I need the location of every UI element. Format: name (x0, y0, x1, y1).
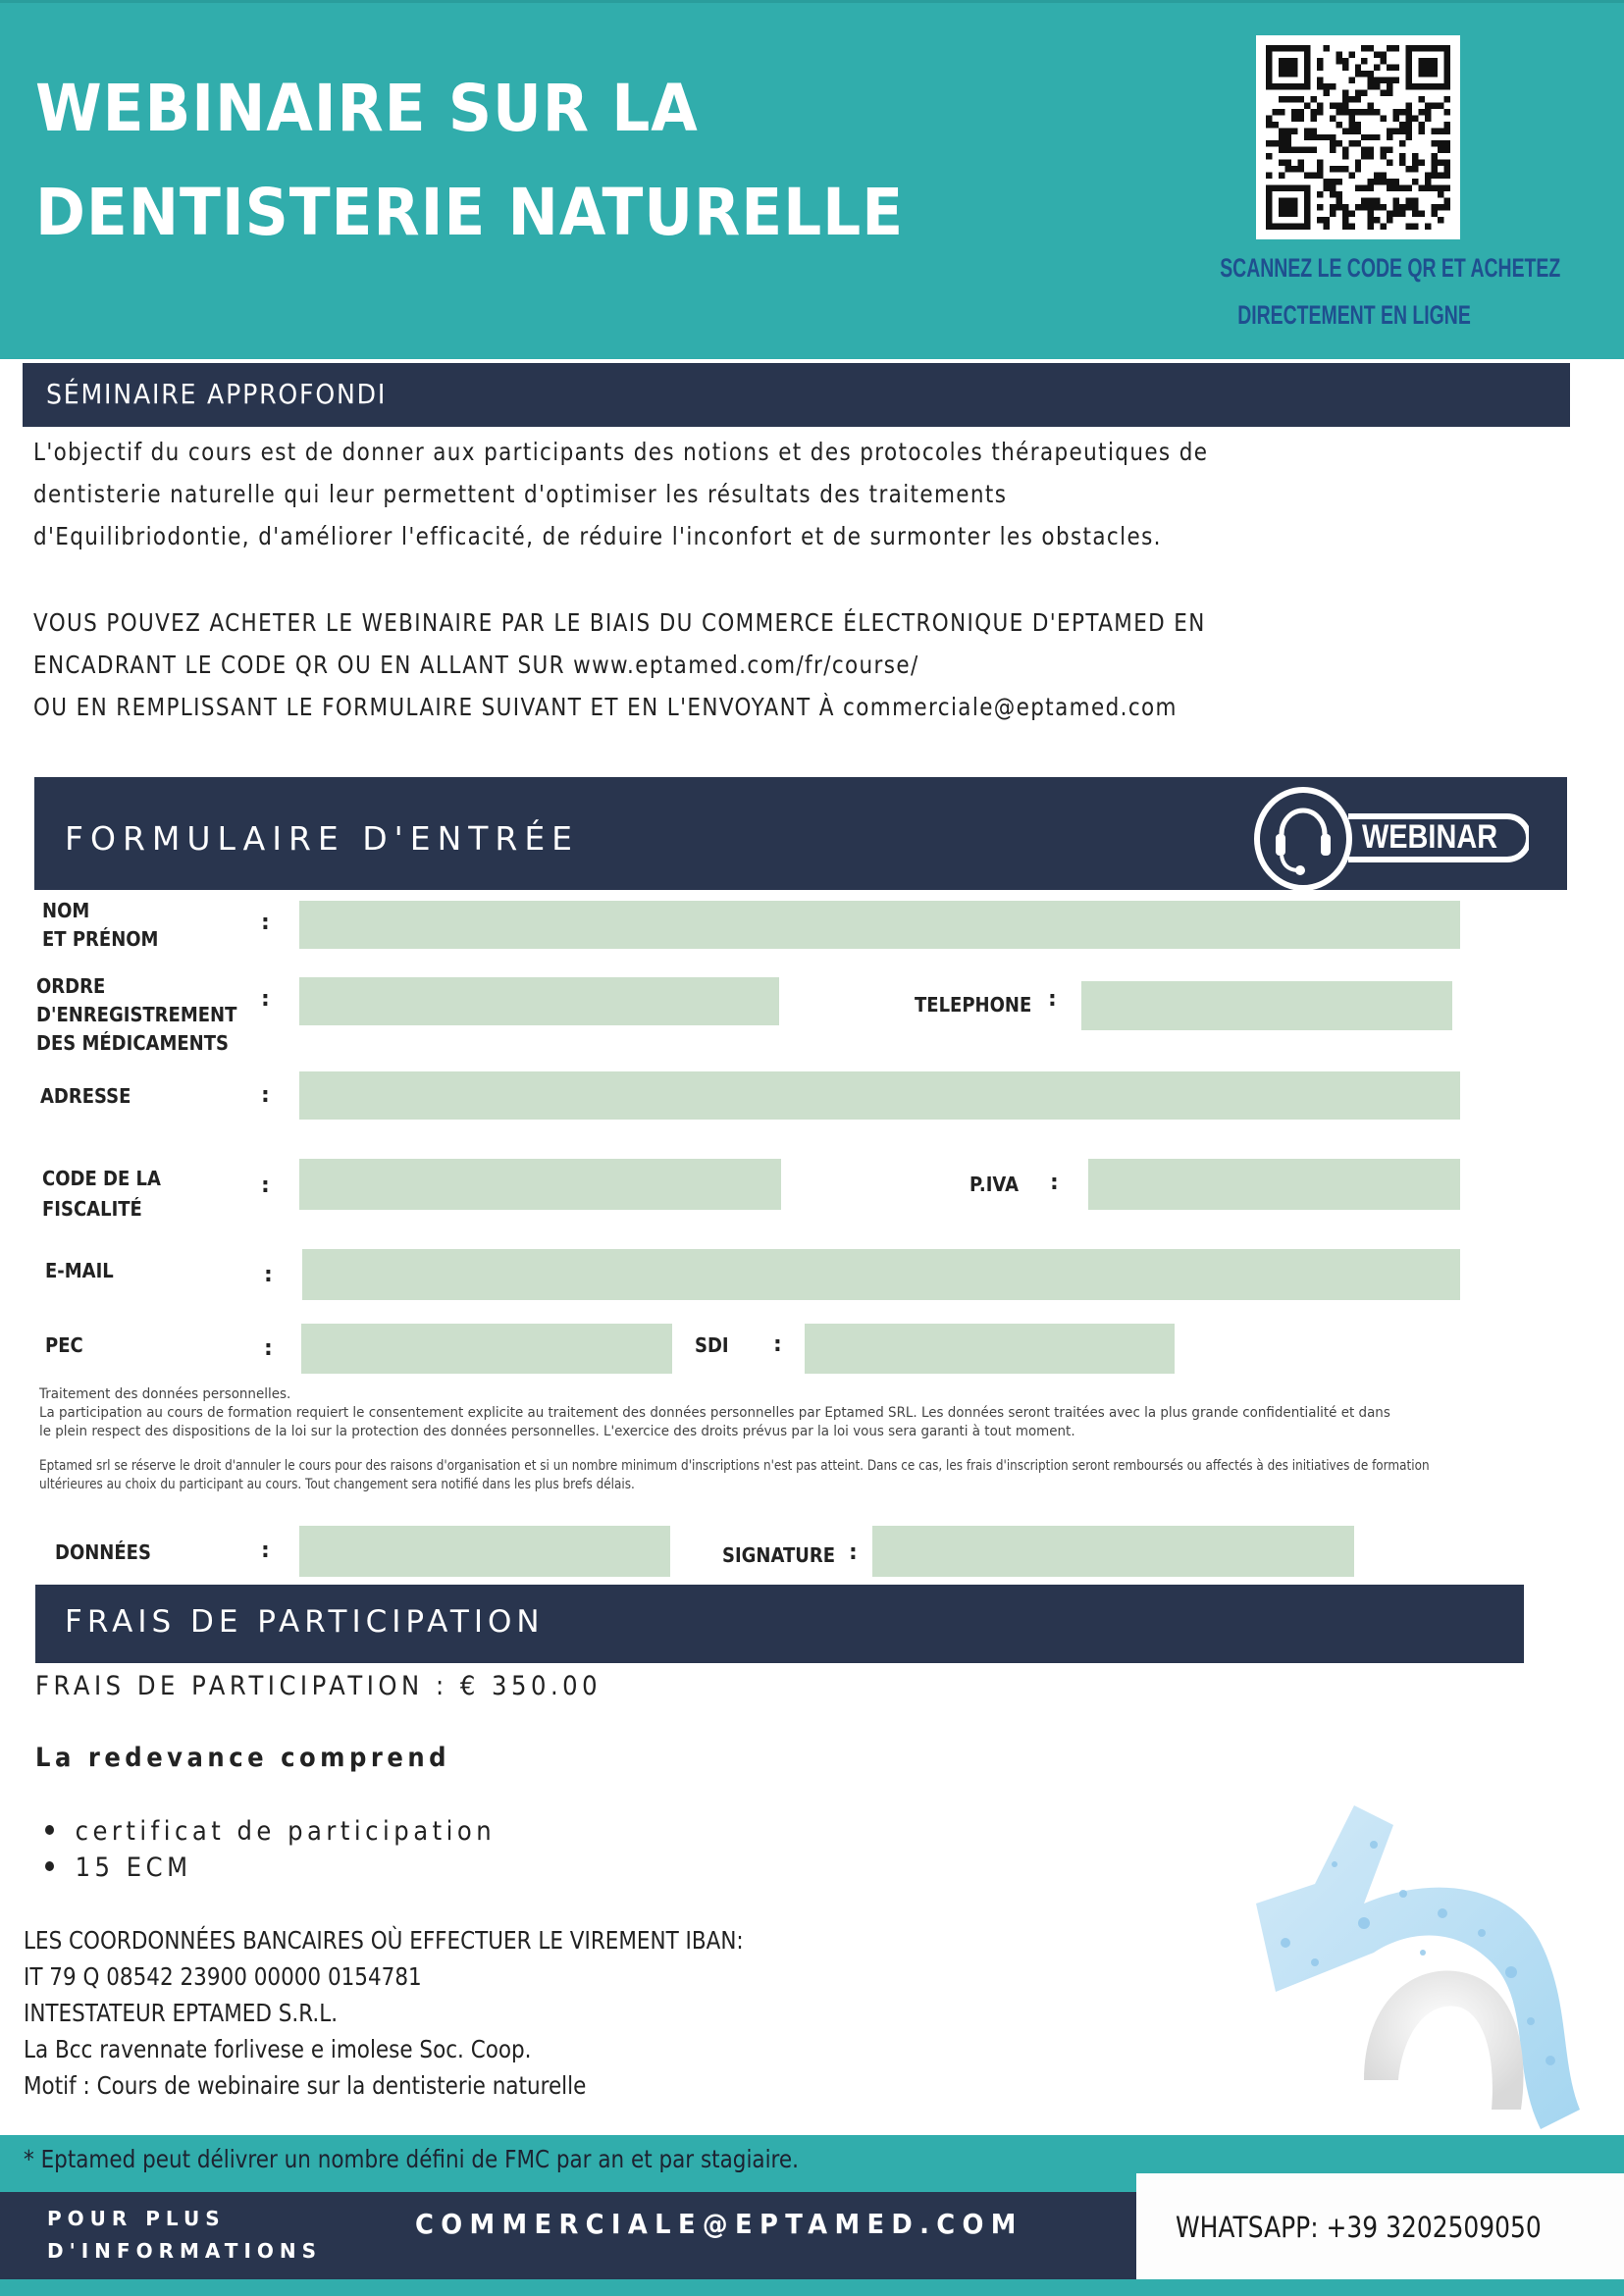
tax-code-input[interactable] (299, 1159, 781, 1210)
fee-include-item (45, 1816, 496, 1847)
vat-input[interactable] (1088, 1159, 1460, 1210)
bank-holder: INTESTATEUR EPTAMED S.R.L. (24, 1999, 339, 2027)
qr-caption-line-2: DIRECTEMENT EN LIGNE (1237, 300, 1471, 330)
footer-more-info-line-1: POUR PLUS (47, 2207, 226, 2230)
registration-colon: : (261, 987, 270, 1012)
fee-include-text: 15 ECM (75, 1852, 192, 1883)
date-colon: : (261, 1539, 270, 1563)
vat-colon: : (1050, 1171, 1059, 1195)
webinar-badge (1254, 785, 1529, 893)
bullet-icon (45, 1825, 54, 1835)
registration-label-line-3: DES MÉDICAMENTS (36, 1031, 229, 1055)
signature-colon: : (849, 1540, 858, 1565)
name-colon: : (261, 911, 270, 935)
telephone-label: TELEPHONE (915, 993, 1032, 1017)
course-description-line-2: dentisterie naturelle qui leur permettent d'optimiser les résultats des traitements (33, 480, 1008, 508)
fees-section-title: FRAIS DE PARTICIPATION (65, 1604, 545, 1640)
telephone-colon: : (1048, 987, 1057, 1012)
purchase-info-line-1: VOUS POUVEZ ACHETER LE WEBINAIRE PAR LE BIAIS DU COMMERCE ÉLECTRONIQUE D'EPTAMED EN (33, 608, 1206, 637)
address-label: ADRESSE (40, 1084, 131, 1108)
sdi-label: SDI (695, 1333, 729, 1357)
fee-includes-title: La redevance comprend (35, 1743, 451, 1773)
name-label-line-1: NOM (42, 899, 90, 922)
signature-label: SIGNATURE (722, 1543, 836, 1567)
footer-email-link[interactable]: COMMERCIALE@EPTAMED.COM (415, 2208, 1023, 2240)
name-input[interactable] (299, 901, 1460, 949)
footer-whatsapp-number[interactable]: WHATSAPP: +39 3202509050 (1176, 2211, 1542, 2244)
name-label-line-2: ET PRÉNOM (42, 927, 159, 951)
purchase-info-line-2: ENCADRANT LE CODE QR OU EN ALLANT SUR www.eptamed.com/fr/course/ (33, 651, 919, 679)
telephone-input[interactable] (1081, 981, 1452, 1030)
email-label: E-MAIL (45, 1259, 114, 1282)
webinar-badge-label: WEBINAR (1362, 818, 1498, 856)
bank-reference: Motif : Cours de webinaire sur la dentisterie naturelle (24, 2071, 587, 2100)
address-colon: : (261, 1083, 270, 1108)
registration-input[interactable] (299, 977, 779, 1025)
vat-label: P.IVA (969, 1173, 1020, 1196)
bank-details-title: LES COORDONNÉES BANCAIRES OÙ EFFECTUER LE VIREMENT IBAN: (24, 1926, 744, 1955)
privacy-text-line-2: le plein respect des dispositions de la loi sur la protection des données personnelles. L'exercice des droits prévus par la loi vous sera garanti à tout moment. (39, 1424, 1075, 1439)
tax-code-label-line-1: CODE DE LA (42, 1167, 161, 1190)
bullet-icon (45, 1861, 54, 1871)
email-colon: : (264, 1263, 273, 1287)
footer-more-info-line-2: D'INFORMATIONS (47, 2239, 323, 2263)
course-description-line-3: d'Equilibriodontie, d'améliorer l'efficacité, de réduire l'inconfort et de surmonter les obstacles. (33, 522, 1162, 550)
form-section-title: FORMULAIRE D'ENTRÉE (65, 819, 580, 858)
pec-label: PEC (45, 1333, 83, 1357)
footer-more-info (47, 2203, 322, 2268)
qr-code-graphic (1266, 45, 1450, 230)
pec-input[interactable] (301, 1324, 672, 1374)
tax-code-label-line-2: FISCALITÉ (42, 1197, 142, 1221)
page-title-line-1: WEBINAIRE SUR LA (35, 71, 699, 146)
cancellation-text-line-2: ultérieures au choix du participant au cours. Tout changement sera notifié dans les plus brefs délais. (39, 1477, 635, 1492)
tax-code-colon: : (261, 1174, 270, 1198)
privacy-title: Traitement des données personnelles. (39, 1386, 291, 1402)
seminar-section-title: SÉMINAIRE APPROFONDI (46, 378, 388, 410)
bank-iban: IT 79 Q 08542 23900 00000 0154781 (24, 1962, 422, 1991)
privacy-text-line-1: La participation au cours de formation requiert le consentement explicite au traitement des données personnelles par Eptamed SRL. Les données seront traitées avec la plus grande confidentialité et dans (39, 1405, 1390, 1421)
fee-include-item (45, 1852, 192, 1883)
pec-colon: : (264, 1336, 273, 1361)
sdi-input[interactable] (805, 1324, 1175, 1374)
date-input[interactable] (299, 1526, 670, 1577)
signature-input[interactable] (872, 1526, 1354, 1577)
registration-label-line-2: D'ENREGISTREMENT (36, 1003, 237, 1026)
bank-name: La Bcc ravennate forlivese e imolese Soc. Coop. (24, 2035, 532, 2063)
date-label: DONNÉES (55, 1540, 151, 1564)
qr-code-icon[interactable] (1256, 35, 1460, 239)
course-description-line-1: L'objectif du cours est de donner aux participants des notions et des protocoles thérapeutiques de (33, 438, 1209, 466)
header-top-line (0, 0, 1624, 3)
address-input[interactable] (299, 1071, 1460, 1120)
footer-cme-note: * Eptamed peut délivrer un nombre défini de FMC par an et par stagiaire. (24, 2145, 799, 2173)
qr-caption-line-1: SCANNEZ LE CODE QR ET ACHETEZ (1220, 253, 1561, 283)
dental-aligner-image (1217, 1786, 1599, 2139)
page-title-line-2: DENTISTERIE NATURELLE (35, 175, 905, 250)
sdi-colon: : (773, 1332, 782, 1357)
email-input[interactable] (302, 1249, 1460, 1300)
purchase-info-line-3: OU EN REMPLISSANT LE FORMULAIRE SUIVANT ET EN L'ENVOYANT À commerciale@eptamed.com (33, 693, 1178, 721)
registration-label-line-1: ORDRE (36, 974, 106, 998)
water-splash-icon (1217, 1786, 1599, 2139)
cancellation-text-line-1: Eptamed srl se réserve le droit d'annuler le cours pour des raisons d'organisation et si un nombre minimum d'inscriptions n'est pas atteint. Dans ce cas, les frais d'inscription seront remboursés ou affectés à des initiatives de formation (39, 1458, 1430, 1474)
fee-include-text: certificat de participation (75, 1816, 497, 1847)
fee-amount: FRAIS DE PARTICIPATION : € 350.00 (35, 1671, 602, 1701)
